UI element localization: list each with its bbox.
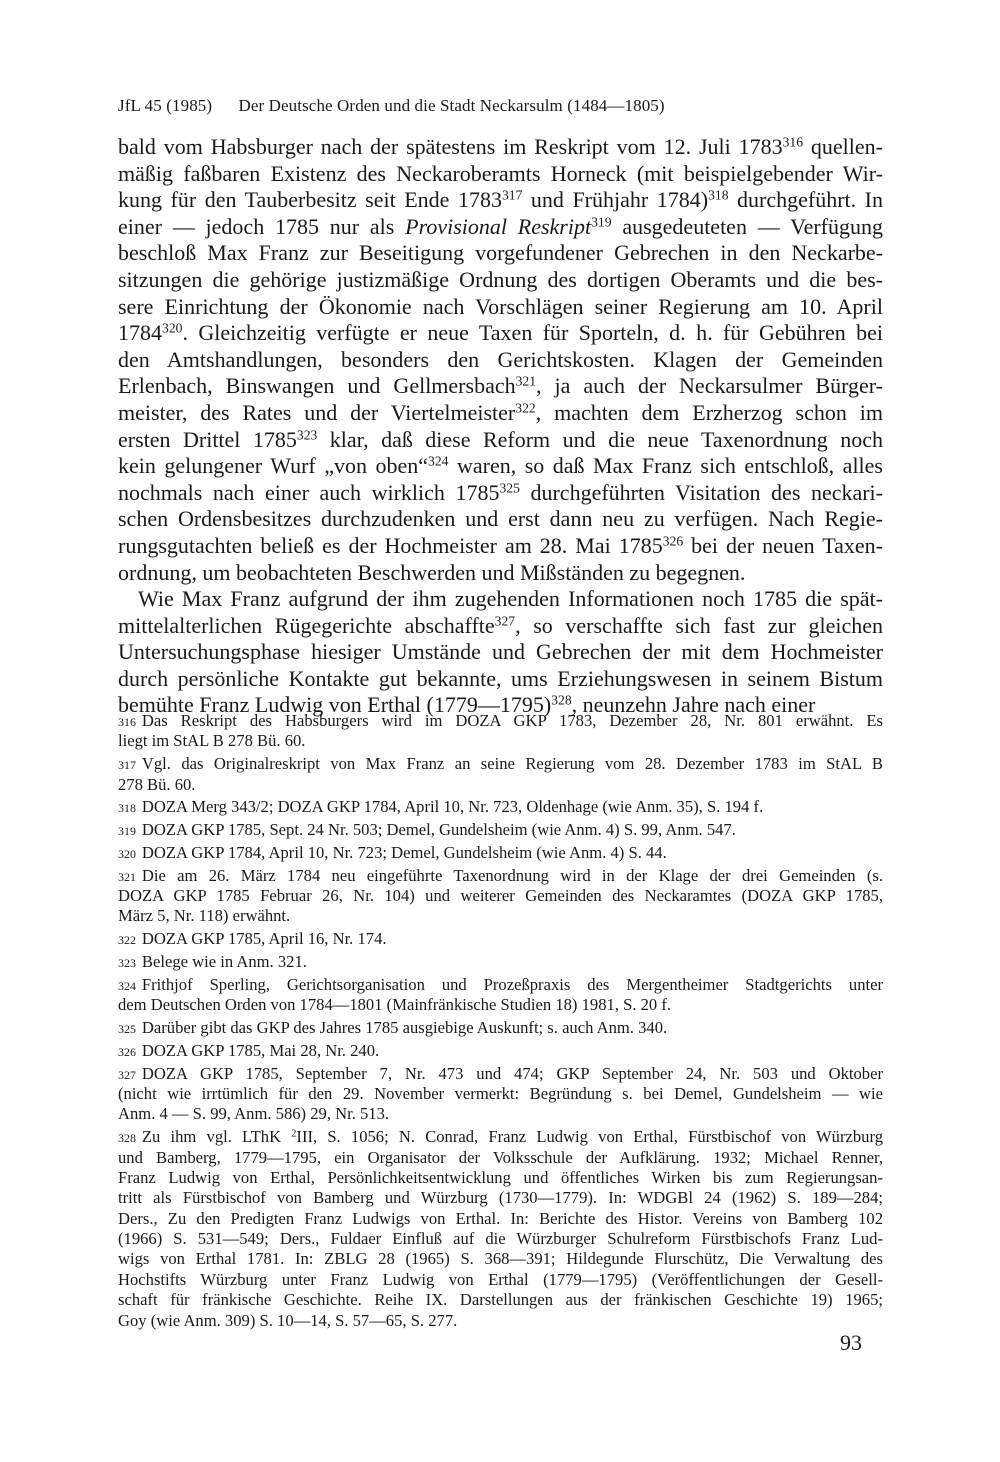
text-run: Anm. 4 — S. 99, Anm. 586) 29, Nr. 513.	[118, 1104, 390, 1124]
text-run: DOZA GKP 1785, Mai 28, Nr. 240.	[141, 1040, 380, 1060]
italic-text: Provisional Reskript	[405, 213, 592, 239]
footnote-number: 318	[118, 801, 136, 816]
text-run: und Bamberg, 1779—1795, ein Organisator der Volksschule der Aufklärung. 1932; Michael Renner,	[118, 1147, 883, 1167]
text-line	[118, 560, 883, 587]
footnote-line	[118, 754, 883, 774]
footnote-number: 321	[118, 869, 136, 884]
footnote-ref: 321	[515, 373, 537, 389]
text-run: März 5, Nr. 118) erwähnt.	[118, 906, 291, 926]
text-line	[118, 639, 883, 666]
text-run: Belege wie in Anm. 321.	[141, 952, 307, 972]
text-run: Goy (wie Anm. 309) S. 10—14, S. 57—65, S. 277.	[118, 1310, 458, 1330]
text-run: Ders., Zu den Predigten Franz Ludwigs von Erthal. In: Berichte des Histor. Vereins von Bamberg 102	[118, 1208, 883, 1228]
footnote-line	[118, 886, 883, 906]
text-run: mittelalterlichen Rügegerichte abschaffte	[118, 612, 495, 638]
footnote	[118, 754, 883, 795]
text-run: schaft für fränkische Geschichte. Reihe IX. Darstellungen aus der fränkischen Geschichte 19) 1965;	[118, 1290, 883, 1310]
text-run: ersten Drittel 1785	[118, 426, 297, 452]
text-run: Vgl. das Originalreskript von Max Franz an seine Regierung vom 28. Dezember 1783 im StAL B	[141, 754, 883, 774]
footnote	[118, 797, 883, 817]
footnote-line	[118, 797, 883, 817]
footnote-number: 327	[118, 1067, 136, 1082]
text-run: ordnung, um beobachteten Beschwerden und Mißständen zu begegnen.	[118, 559, 746, 585]
footnote-line	[118, 1148, 883, 1168]
text-run: kein gelungener Wurf „von oben“	[118, 453, 429, 479]
text-run: DOZA GKP 1785, Sept. 24 Nr. 503; Demel, Gundelsheim (wie Anm. 4) S. 99, Anm. 547.	[141, 820, 736, 840]
footnote	[118, 1127, 883, 1331]
footnote-line	[118, 1270, 883, 1290]
text-run: einer — jedoch 1785 nur als	[118, 213, 406, 239]
text-line	[118, 453, 883, 480]
paragraph	[118, 586, 883, 719]
body-text	[118, 134, 883, 719]
text-run: meister, des Rates und der Viertelmeister	[118, 399, 516, 425]
text-run: schen Ordensbesitzes durchzudenken und erst dann neu zu verfügen. Nach Regie-	[118, 506, 883, 532]
footnote-ref: 319	[591, 214, 612, 230]
footnote-line	[118, 1229, 883, 1249]
text-run: den Amtshandlungen, besonders den Gerichtskosten. Klagen der Gemeinden	[118, 346, 883, 372]
text-run: nochmals nach einer auch wirklich 1785	[118, 479, 500, 505]
text-run: , so verschaffte sich fast zur gleichen	[515, 612, 883, 638]
text-run: durch persönliche Kontakte gut bekannte, ums Erziehungswesen in seinem Bistum	[118, 665, 883, 691]
page-number: 93	[840, 1330, 862, 1355]
footnote-ref: 327	[494, 613, 516, 629]
text-run: bei der neuen Taxen-	[683, 532, 883, 558]
footnote-line	[118, 1064, 883, 1084]
footnote-ref: 325	[499, 480, 520, 496]
footnote-line	[118, 1104, 883, 1124]
footnote-ref: 318	[708, 187, 729, 203]
footnote-line	[118, 711, 883, 731]
text-line	[118, 267, 883, 294]
text-line	[118, 294, 883, 321]
footnote	[118, 866, 883, 927]
footnote	[118, 1018, 883, 1038]
footnote-line	[118, 866, 883, 886]
text-run: , neunzehn Jahre nach einer	[571, 692, 816, 718]
footnote	[118, 952, 883, 972]
footnote-number: 328	[118, 1131, 136, 1146]
text-run: kung für den Tauberbesitz seit Ende 1783	[118, 187, 502, 213]
footnote	[118, 711, 883, 752]
footnote-ref: 2	[291, 1128, 297, 1140]
footnote-line	[118, 1209, 883, 1229]
text-line	[118, 400, 883, 427]
text-run: (1966) S. 531—549; Ders., Fuldaer Einfluß auf die Würzburger Schulreform Fürstbischofs Franz Lud-	[118, 1229, 883, 1249]
text-run: dem Deutschen Orden von 1784—1801 (Mainfränkische Studien 18) 1981, S. 20 f.	[118, 995, 672, 1015]
footnote-number: 323	[118, 956, 136, 971]
running-head	[118, 96, 665, 116]
text-run: tritt als Fürstbischof von Bamberg und Würzburg (1730—1779). In: WDGBl 24 (1962) S. 189—284;	[118, 1188, 883, 1208]
footnote-number: 316	[118, 715, 136, 729]
footnote-ref: 317	[501, 187, 523, 203]
text-run: bemühte Franz Ludwig von Erthal (1779—1795)	[118, 692, 552, 718]
footnote-line	[118, 1127, 883, 1147]
text-run: ausgedeuteten — Verfügung	[611, 213, 884, 239]
text-line	[118, 373, 883, 400]
journal-reference: JfL 45 (1985)	[118, 96, 213, 115]
footnotes	[118, 711, 883, 1333]
footnote-line	[118, 1311, 883, 1331]
text-run: durchgeführten Visitation des neckari-	[519, 479, 883, 505]
text-run: Franz Ludwig von Erthal, Persönlichkeitsentwicklung und öffentliches Wirken bis zum Regierungsan-	[118, 1167, 883, 1187]
text-run: sere Einrichtung der Ökonomie nach Vorschlägen seiner Regierung am 10. April	[118, 293, 883, 319]
text-line	[118, 214, 883, 241]
text-run: Hochstifts Würzburg unter Franz Ludwig von Erthal (1779—1795) (Veröffentlichungen der Gesell-	[118, 1269, 883, 1289]
text-run: durchgeführt. In	[728, 187, 883, 213]
footnote-ref: 323	[296, 427, 318, 443]
text-run: bald vom Habsburger nach der spätestens im Reskript vom 12. Juli 1783	[118, 134, 783, 159]
footnote-line	[118, 1018, 883, 1038]
text-run: sitzungen die gehörige justizmäßige Ordnung des dortigen Oberamts und die bes-	[118, 266, 883, 292]
footnote	[118, 820, 883, 840]
footnote-line	[118, 731, 883, 751]
text-run: liegt im StAL B 278 Bü. 60.	[118, 731, 306, 751]
footnote-number: 322	[118, 933, 136, 948]
footnote-line	[118, 843, 883, 863]
text-run: DOZA GKP 1785, April 16, Nr. 174.	[141, 929, 387, 949]
paragraph	[118, 134, 883, 586]
text-run: klar, daß diese Reform und die neue Taxenordnung noch	[317, 426, 883, 452]
text-run: III, S. 1056; N. Conrad, Franz Ludwig von Erthal, Fürstbischof von Würzburg	[296, 1127, 883, 1147]
text-line	[118, 161, 883, 188]
text-run: rungsgutachten beließ es der Hochmeister am 28. Mai 1785	[118, 532, 663, 558]
text-line	[118, 533, 883, 560]
text-run: Zu ihm vgl. LThK	[141, 1127, 292, 1147]
footnote-number: 317	[118, 758, 136, 773]
footnote	[118, 929, 883, 949]
footnote-line	[118, 1168, 883, 1188]
text-line	[118, 427, 883, 454]
footnote-ref: 326	[662, 533, 684, 549]
footnote-line	[118, 906, 883, 926]
text-line	[118, 134, 883, 161]
text-run: , machten dem Erzherzog schon im	[535, 399, 883, 425]
footnote-line	[118, 1249, 883, 1269]
footnote-line	[118, 775, 883, 795]
text-line	[118, 506, 883, 533]
text-line	[118, 187, 883, 214]
text-run: Wie Max Franz aufgrund der ihm zugehenden Informationen noch 1785 die spät-	[138, 586, 883, 612]
footnote-line	[118, 1041, 883, 1061]
text-run: Frithjof Sperling, Gerichtsorganisation und Prozeßpraxis des Mergentheimer Stadtgerichts unter	[141, 974, 883, 994]
text-line	[118, 240, 883, 267]
footnote-number: 325	[118, 1021, 136, 1036]
text-run: DOZA GKP 1785, September 7, Nr. 473 und 474; GKP September 24, Nr. 503 und Oktober	[141, 1063, 883, 1083]
footnote	[118, 1064, 883, 1125]
footnote-line	[118, 1084, 883, 1104]
text-run: (nicht wie irrtümlich für den 29. November vermerkt: Begründung s. bei Demel, Gundelsheim — wie	[118, 1083, 883, 1103]
footnote-line	[118, 975, 883, 995]
footnote-ref: 322	[515, 400, 536, 416]
text-run: DOZA Merg 343/2; DOZA GKP 1784, April 10, Nr. 723, Oldenhage (wie Anm. 35), S. 194 f.	[141, 797, 764, 817]
footnote	[118, 1041, 883, 1061]
text-run: 1784	[118, 320, 162, 346]
footnote-number: 324	[118, 978, 136, 993]
text-run: beschloß Max Franz zur Beseitigung vorgefundener Gebrechen in den Neckarbe-	[118, 240, 883, 266]
footnote-line	[118, 820, 883, 840]
text-line	[118, 480, 883, 507]
text-line	[118, 347, 883, 374]
text-run: DOZA GKP 1785 Februar 26, Nr. 104) und weiterer Gemeinden des Neckaramtes (DOZA GKP 1785,	[118, 886, 883, 906]
text-run: Darüber gibt das GKP des Jahres 1785 ausgiebige Auskunft; s. auch Anm. 340.	[141, 1017, 668, 1037]
text-run: wigs von Erthal 1781. In: ZBLG 28 (1965) S. 368—391; Hildegunde Flurschütz, Die Verwaltung des	[118, 1249, 883, 1269]
footnote-number: 320	[118, 846, 136, 861]
text-line	[118, 320, 883, 347]
footnote-ref: 320	[162, 320, 183, 336]
text-run: Erlenbach, Binswangen und Gellmersbach	[118, 373, 516, 399]
text-run: und Frühjahr 1784)	[522, 187, 709, 213]
text-run: waren, so daß Max Franz sich entschloß, alles	[448, 453, 883, 479]
article-title: Der Deutsche Orden und die Stadt Neckarsulm (1484—1805)	[238, 96, 665, 115]
footnote	[118, 843, 883, 863]
footnote-line	[118, 995, 883, 1015]
footnote-ref: 316	[782, 134, 804, 150]
text-run: , ja auch der Neckarsulmer Bürger-	[536, 373, 883, 399]
text-run: 278 Bü. 60.	[118, 774, 196, 794]
footnote-line	[118, 929, 883, 949]
text-line	[118, 586, 883, 613]
text-run: Die am 26. März 1784 neu eingeführte Taxenordnung wird in der Klage der drei Gemeinden (s.	[141, 865, 883, 885]
text-line	[118, 666, 883, 693]
footnote-ref: 328	[551, 692, 572, 708]
text-run: Das Reskript des Habsburgers wird im DOZA GKP 1783, Dezember 28, Nr. 801 erwähnt. Es	[141, 711, 883, 730]
text-run: Untersuchungsphase hiesiger Umstände und Gebrechen der mit dem Hochmeister	[118, 639, 883, 665]
footnote	[118, 975, 883, 1016]
text-run: quellen-	[803, 134, 883, 159]
footnote-ref: 324	[428, 453, 449, 469]
footnote-line	[118, 1188, 883, 1208]
text-run: DOZA GKP 1784, April 10, Nr. 723; Demel, Gundelsheim (wie Anm. 4) S. 44.	[141, 842, 667, 862]
footnote-line	[118, 1290, 883, 1310]
text-run: . Gleichzeitig verfügte er neue Taxen für Sporteln, d. h. für Gebühren bei	[182, 320, 883, 346]
footnote-number: 319	[118, 824, 136, 839]
text-line	[118, 613, 883, 640]
text-run: mäßig faßbaren Existenz des Neckaroberamts Horneck (mit beispielgebender Wir-	[118, 160, 883, 186]
footnote-line	[118, 952, 883, 972]
footnote-number: 326	[118, 1044, 136, 1059]
